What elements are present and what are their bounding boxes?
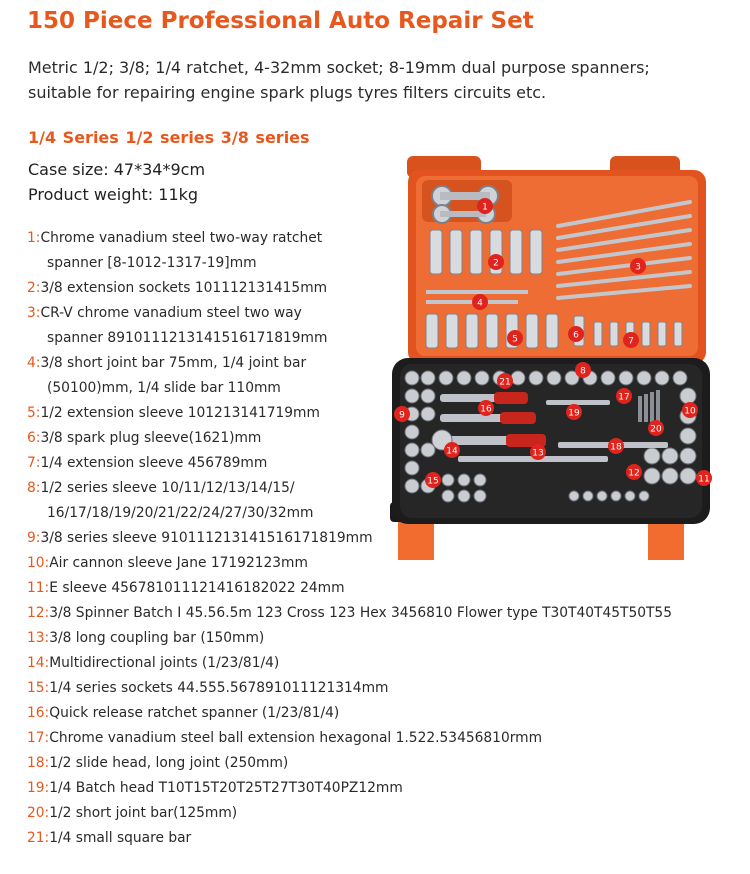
item-number: 14: <box>27 655 50 671</box>
item-text: 1/2 extension sleeve 101213141719mm <box>40 405 320 421</box>
parts-list-item <box>27 803 237 823</box>
item-text: 1/2 slide head, long joint (250mm) <box>49 755 289 771</box>
item-text: Chrome vanadium steel two-way ratchet <box>40 230 323 246</box>
item-number: 13: <box>27 630 50 646</box>
callout-number: 19 <box>568 408 580 419</box>
parts-list-item <box>27 403 320 423</box>
parts-list-item <box>27 828 191 848</box>
callout-number: 15 <box>427 476 439 487</box>
item-text: CR-V chrome vanadium steel two way <box>40 305 302 321</box>
item-text: 3/8 series sleeve 910111213141516171819mm <box>40 530 373 546</box>
parts-list-item <box>27 678 388 698</box>
parts-list-item <box>27 603 672 623</box>
callout-number: 8 <box>580 366 586 377</box>
item-text: E sleeve 456781011121416182022 24mm <box>49 580 345 596</box>
item-text: 1/4 extension sleeve 456789mm <box>40 455 268 471</box>
item-number: 2: <box>27 280 41 296</box>
series-heading: 1/4 Series 1/2 series 3/8 series <box>28 128 310 147</box>
callout-number: 7 <box>628 336 634 347</box>
callout-number: 6 <box>573 330 579 341</box>
item-text: (50100)mm, 1/4 slide bar 110mm <box>47 380 281 396</box>
item-number: 20: <box>27 805 50 821</box>
intro-line-2: suitable for repairing engine spark plugs tyres filters circuits etc. <box>28 83 547 102</box>
callout-number: 21 <box>499 377 511 388</box>
item-number: 7: <box>27 455 41 471</box>
item-text: 3/8 long coupling bar (150mm) <box>49 630 265 646</box>
parts-list-item <box>27 428 261 448</box>
parts-list-item <box>27 353 306 373</box>
callout-number: 12 <box>628 468 640 479</box>
callout-number: 11 <box>698 474 710 485</box>
item-number: 16: <box>27 705 50 721</box>
item-text: 1/4 small square bar <box>49 830 192 846</box>
callout-number: 3 <box>635 262 641 273</box>
item-text: Multidirectional joints (1/23/81/4) <box>49 655 280 671</box>
item-number: 18: <box>27 755 50 771</box>
item-text: spanner 8910111213141516171819mm <box>47 330 328 346</box>
item-text: Air cannon sleeve Jane 17192123mm <box>49 555 308 571</box>
parts-list-item <box>27 528 373 548</box>
parts-list-item <box>27 478 295 498</box>
item-number: 3: <box>27 305 41 321</box>
item-text: 3/8 short joint bar 75mm, 1/4 joint bar <box>40 355 307 371</box>
callout-number: 20 <box>650 424 662 435</box>
parts-list-item <box>27 278 327 298</box>
item-text: Quick release ratchet spanner (1/23/81/4) <box>49 705 340 721</box>
item-text: 1/4 series sockets 44.555.567891011121314mm <box>49 680 389 696</box>
callout-number: 10 <box>684 406 696 417</box>
parts-list-item <box>27 553 308 573</box>
parts-list-item <box>27 778 403 798</box>
parts-list-item <box>27 628 264 648</box>
parts-list-item <box>27 753 288 773</box>
item-text: Chrome vanadium steel ball extension hexagonal 1.522.53456810rmm <box>49 730 543 746</box>
item-text: 1/2 series sleeve 10/11/12/13/14/15/ <box>40 480 295 496</box>
item-text: 1/2 short joint bar(125mm) <box>49 805 238 821</box>
parts-list-item <box>27 728 542 748</box>
item-number: 11: <box>27 580 50 596</box>
item-text: 3/8 Spinner Batch I 45.56.5m 123 Cross 123 Hex 3456810 Flower type T30T40T45T50T55 <box>49 605 672 621</box>
item-number: 19: <box>27 780 50 796</box>
callout-number: 4 <box>477 298 483 309</box>
callout-number: 13 <box>532 448 544 459</box>
item-text: spanner [8-1012-1317-19]mm <box>47 255 257 271</box>
callout-number: 2 <box>493 258 499 269</box>
item-number: 15: <box>27 680 50 696</box>
item-number: 9: <box>27 530 41 546</box>
parts-list-item <box>27 453 267 473</box>
case-size: Case size: 47*34*9cm <box>28 160 206 179</box>
item-number: 17: <box>27 730 50 746</box>
item-text: 1/4 Batch head T10T15T20T25T27T30T40PZ12mm <box>49 780 403 796</box>
callout-number: 9 <box>399 410 405 421</box>
parts-list-item <box>27 303 302 323</box>
item-number: 1: <box>27 230 41 246</box>
item-text: 3/8 extension sockets 101112131415mm <box>40 280 328 296</box>
item-number: 5: <box>27 405 41 421</box>
callout-number: 18 <box>610 442 622 453</box>
item-number: 10: <box>27 555 50 571</box>
item-number: 21: <box>27 830 50 846</box>
item-number: 8: <box>27 480 41 496</box>
callout-number: 5 <box>512 334 518 345</box>
product-weight: Product weight: 11kg <box>28 185 199 204</box>
page-title: 150 Piece Professional Auto Repair Set <box>27 8 534 34</box>
item-text: 16/17/18/19/20/21/22/24/27/30/32mm <box>47 505 314 521</box>
parts-list-item <box>27 228 322 248</box>
item-number: 4: <box>27 355 41 371</box>
callout-number: 1 <box>482 202 488 213</box>
parts-list-item <box>27 703 339 723</box>
toolset-image <box>378 156 718 566</box>
callout-number: 16 <box>480 404 492 415</box>
parts-list-item <box>27 653 279 673</box>
intro-line-1: Metric 1/2; 3/8; 1/4 ratchet, 4-32mm socket; 8-19mm dual purpose spanners; <box>28 58 650 77</box>
item-text: 3/8 spark plug sleeve(1621)mm <box>40 430 262 446</box>
item-number: 6: <box>27 430 41 446</box>
item-number: 12: <box>27 605 50 621</box>
callout-number: 14 <box>446 446 458 457</box>
callout-number: 17 <box>618 392 630 403</box>
parts-list-item <box>27 578 345 598</box>
